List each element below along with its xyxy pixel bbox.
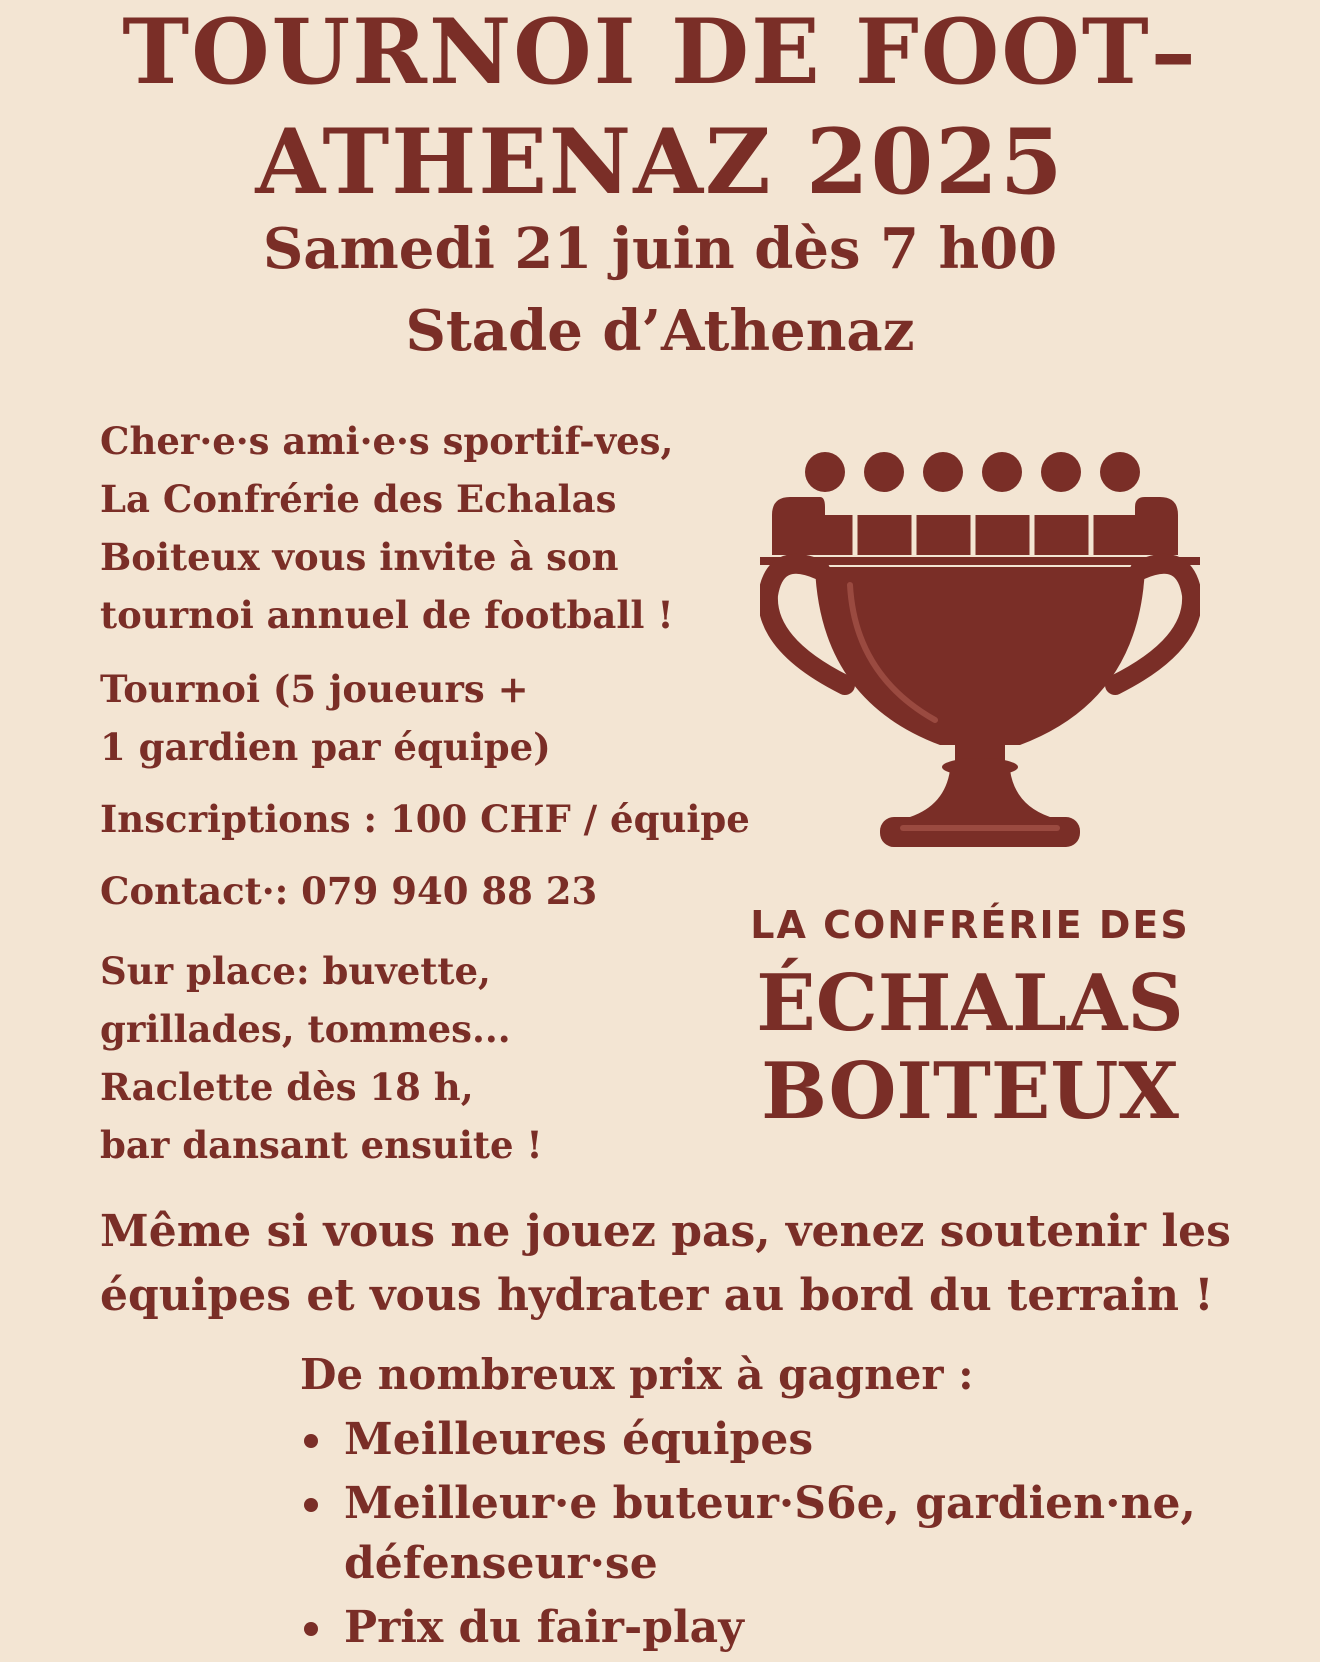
intro-line: Cher·e·s ami·e·s sportif-ves, [100, 419, 674, 463]
intro-paragraph [100, 412, 674, 644]
support-line: équipes et vous hydrater au bord du terrain ! [100, 1270, 1214, 1321]
event-date: Samedi 21 juin dès 7 h00 [262, 216, 1058, 282]
onsite-line: grillades, tommes... [100, 1007, 511, 1051]
event-venue: Stade d’Athenaz [405, 298, 915, 364]
prize-item [300, 1598, 1196, 1658]
onsite-line: bar dansant ensuite ! [100, 1123, 543, 1167]
format-line: 1 gardien par équipe) [100, 725, 551, 769]
tournament-format [100, 660, 551, 776]
support-message [100, 1200, 1231, 1328]
format-line: Tournoi (5 joueurs + [100, 667, 529, 711]
title-line-1: TOURNOI DE FOOT– [122, 0, 1198, 105]
intro-line: La Confrérie des Echalas [100, 477, 617, 521]
prize-text: Meilleur·e buteur·S6e, gardien·ne, [344, 1478, 1196, 1529]
intro-line: tournoi annuel de football ! [100, 593, 674, 637]
prize-text: Meilleures équipes [344, 1414, 814, 1465]
registration-fee: Inscriptions : 100 CHF / équipe [100, 797, 750, 841]
trophy-with-players-icon [760, 445, 1200, 875]
logo-text-echalas: ÉCHALAS [756, 958, 1184, 1049]
onsite-line: Sur place: buvette, [100, 949, 491, 993]
prize-text: Prix du fair-play [344, 1602, 744, 1653]
prize-item [300, 1410, 1196, 1470]
onsite-line: Raclette dès 18 h, [100, 1065, 474, 1109]
prize-item [300, 1474, 1196, 1594]
intro-line: Boiteux vous invite à son [100, 535, 619, 579]
contact-phone: Contact·: 079 940 88 23 [100, 869, 598, 913]
prize-text-continued: défenseur·se [344, 1538, 658, 1589]
logo-text-small: LA CONFRÉRIE DES [750, 903, 1190, 947]
onsite-info [100, 942, 543, 1174]
title-line-2: ATHENAZ 2025 [255, 109, 1065, 215]
support-line: Même si vous ne jouez pas, venez soutenir les [100, 1206, 1231, 1257]
prizes-heading: De nombreux prix à gagner : [300, 1350, 974, 1399]
prizes-list [300, 1410, 1196, 1662]
logo-text-boiteux: BOITEUX [761, 1046, 1179, 1137]
